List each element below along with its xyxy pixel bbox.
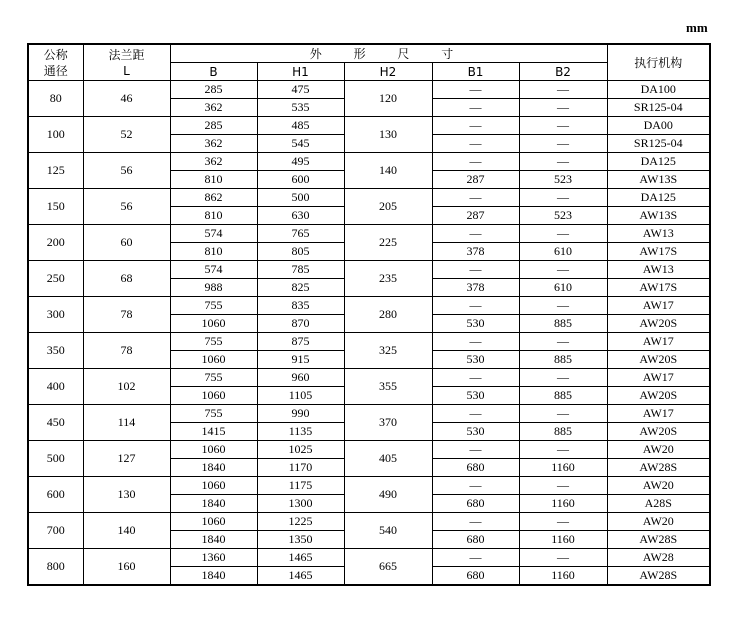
h1-cell: 835 — [257, 297, 344, 315]
h1-cell: 915 — [257, 351, 344, 369]
b2-cell: 885 — [519, 351, 607, 369]
h1-cell: 990 — [257, 405, 344, 423]
nominal-diameter-cell: 125 — [28, 153, 83, 189]
actuator-cell: AW20 — [607, 441, 710, 459]
table-row — [28, 333, 710, 351]
actuator-cell: AW20S — [607, 315, 710, 333]
h2-cell: 225 — [344, 225, 432, 261]
h1-cell: 1350 — [257, 531, 344, 549]
b2-cell: 1160 — [519, 531, 607, 549]
b-cell: 1060 — [170, 351, 257, 369]
header-flange-distance-line2: L — [123, 63, 130, 78]
header-b1: B1 — [432, 63, 519, 81]
flange-distance-cell: 130 — [83, 477, 170, 513]
b2-cell: — — [519, 369, 607, 387]
b2-cell: — — [519, 441, 607, 459]
table-row — [28, 189, 710, 207]
b-cell: 362 — [170, 153, 257, 171]
h1-cell: 1170 — [257, 459, 344, 477]
b1-cell: — — [432, 405, 519, 423]
h1-cell: 1175 — [257, 477, 344, 495]
h2-cell: 355 — [344, 369, 432, 405]
b1-cell: — — [432, 333, 519, 351]
h1-cell: 1105 — [257, 387, 344, 405]
header-row-1 — [28, 44, 710, 63]
flange-distance-cell: 114 — [83, 405, 170, 441]
b1-cell: — — [432, 297, 519, 315]
b2-cell: — — [519, 405, 607, 423]
actuator-cell: AW20S — [607, 423, 710, 441]
b1-cell: — — [432, 549, 519, 567]
b2-cell: 885 — [519, 315, 607, 333]
b-cell: 362 — [170, 99, 257, 117]
b-cell: 755 — [170, 333, 257, 351]
h1-cell: 500 — [257, 189, 344, 207]
nominal-diameter-cell: 450 — [28, 405, 83, 441]
h1-cell: 600 — [257, 171, 344, 189]
actuator-cell: SR125-04 — [607, 99, 710, 117]
h2-cell: 540 — [344, 513, 432, 549]
b-cell: 862 — [170, 189, 257, 207]
b2-cell: 1160 — [519, 567, 607, 586]
b2-cell: — — [519, 153, 607, 171]
h1-cell: 765 — [257, 225, 344, 243]
actuator-cell: AW28 — [607, 549, 710, 567]
b2-cell: 1160 — [519, 495, 607, 513]
h1-cell: 1135 — [257, 423, 344, 441]
b1-cell: — — [432, 477, 519, 495]
actuator-cell: AW17S — [607, 243, 710, 261]
b2-cell: — — [519, 513, 607, 531]
b-cell: 810 — [170, 243, 257, 261]
b-cell: 574 — [170, 225, 257, 243]
h2-cell: 130 — [344, 117, 432, 153]
h1-cell: 870 — [257, 315, 344, 333]
h1-cell: 475 — [257, 81, 344, 99]
flange-distance-cell: 78 — [83, 333, 170, 369]
b1-cell: 680 — [432, 567, 519, 586]
actuator-cell: AW13S — [607, 207, 710, 225]
h1-cell: 1025 — [257, 441, 344, 459]
b-cell: 810 — [170, 207, 257, 225]
b2-cell: — — [519, 333, 607, 351]
h2-cell: 205 — [344, 189, 432, 225]
header-h2: H2 — [344, 63, 432, 81]
b1-cell: 530 — [432, 315, 519, 333]
actuator-cell: DA125 — [607, 189, 710, 207]
b-cell: 285 — [170, 81, 257, 99]
b2-cell: — — [519, 225, 607, 243]
b1-cell: 530 — [432, 423, 519, 441]
b2-cell: — — [519, 549, 607, 567]
h1-cell: 485 — [257, 117, 344, 135]
nominal-diameter-cell: 700 — [28, 513, 83, 549]
b1-cell: 287 — [432, 207, 519, 225]
table-row — [28, 117, 710, 135]
b2-cell: 1160 — [519, 459, 607, 477]
b2-cell: 523 — [519, 171, 607, 189]
flange-distance-cell: 140 — [83, 513, 170, 549]
b2-cell: 885 — [519, 387, 607, 405]
nominal-diameter-cell: 100 — [28, 117, 83, 153]
nominal-diameter-cell: 400 — [28, 369, 83, 405]
h1-cell: 785 — [257, 261, 344, 279]
b2-cell: — — [519, 189, 607, 207]
b1-cell: — — [432, 153, 519, 171]
h1-cell: 535 — [257, 99, 344, 117]
actuator-cell: AW20 — [607, 513, 710, 531]
h1-cell: 1465 — [257, 567, 344, 586]
b-cell: 1840 — [170, 531, 257, 549]
h2-cell: 280 — [344, 297, 432, 333]
b1-cell: 680 — [432, 459, 519, 477]
h1-cell: 960 — [257, 369, 344, 387]
unit-label: mm — [686, 20, 708, 35]
actuator-cell: DA100 — [607, 81, 710, 99]
b-cell: 1840 — [170, 495, 257, 513]
flange-distance-cell: 46 — [83, 81, 170, 117]
flange-distance-cell: 52 — [83, 117, 170, 153]
h2-cell: 405 — [344, 441, 432, 477]
nominal-diameter-cell: 200 — [28, 225, 83, 261]
h1-cell: 1225 — [257, 513, 344, 531]
header-nominal-diameter-line1: 公称 — [43, 47, 68, 62]
header-outline-dimensions: 外 形 尺 寸 — [170, 44, 607, 63]
b-cell: 1840 — [170, 567, 257, 586]
flange-distance-cell: 56 — [83, 189, 170, 225]
header-h1: H1 — [257, 63, 344, 81]
h1-cell: 545 — [257, 135, 344, 153]
actuator-cell: A28S — [607, 495, 710, 513]
b-cell: 1360 — [170, 549, 257, 567]
header-flange-distance-line1: 法兰距 — [108, 47, 145, 62]
header-actuator: 执行机构 — [607, 44, 710, 81]
b-cell: 362 — [170, 135, 257, 153]
b2-cell: — — [519, 117, 607, 135]
table-row — [28, 225, 710, 243]
flange-distance-cell: 60 — [83, 225, 170, 261]
h1-cell: 825 — [257, 279, 344, 297]
actuator-cell: AW28S — [607, 531, 710, 549]
b-cell: 1060 — [170, 441, 257, 459]
b1-cell: — — [432, 441, 519, 459]
nominal-diameter-cell: 150 — [28, 189, 83, 225]
actuator-cell: AW20 — [607, 477, 710, 495]
nominal-diameter-cell: 250 — [28, 261, 83, 297]
table-row — [28, 81, 710, 99]
b1-cell: 378 — [432, 279, 519, 297]
table-row — [28, 405, 710, 423]
actuator-cell: DA00 — [607, 117, 710, 135]
b-cell: 574 — [170, 261, 257, 279]
nominal-diameter-cell: 350 — [28, 333, 83, 369]
b1-cell: 530 — [432, 387, 519, 405]
b1-cell: — — [432, 135, 519, 153]
b-cell: 1060 — [170, 315, 257, 333]
actuator-cell: AW13S — [607, 171, 710, 189]
b1-cell: 680 — [432, 531, 519, 549]
actuator-cell: AW17 — [607, 369, 710, 387]
h2-cell: 235 — [344, 261, 432, 297]
actuator-cell: AW28S — [607, 459, 710, 477]
b1-cell: — — [432, 117, 519, 135]
actuator-cell: AW20S — [607, 351, 710, 369]
actuator-cell: DA125 — [607, 153, 710, 171]
actuator-cell: AW28S — [607, 567, 710, 586]
b-cell: 810 — [170, 171, 257, 189]
table-row — [28, 153, 710, 171]
b1-cell: — — [432, 225, 519, 243]
nominal-diameter-cell: 80 — [28, 81, 83, 117]
actuator-cell: AW17 — [607, 333, 710, 351]
table-row — [28, 261, 710, 279]
table-body — [28, 81, 710, 586]
b2-cell: — — [519, 477, 607, 495]
b-cell: 1840 — [170, 459, 257, 477]
h2-cell: 370 — [344, 405, 432, 441]
header-b2: B2 — [519, 63, 607, 81]
b2-cell: — — [519, 135, 607, 153]
h1-cell: 805 — [257, 243, 344, 261]
b1-cell: 530 — [432, 351, 519, 369]
b-cell: 285 — [170, 117, 257, 135]
header-nominal-diameter-line2: 通径 — [43, 63, 68, 78]
flange-distance-cell: 78 — [83, 297, 170, 333]
h1-cell: 875 — [257, 333, 344, 351]
table-row — [28, 513, 710, 531]
b-cell: 1060 — [170, 387, 257, 405]
b1-cell: — — [432, 513, 519, 531]
h2-cell: 490 — [344, 477, 432, 513]
h2-cell: 140 — [344, 153, 432, 189]
b-cell: 1060 — [170, 477, 257, 495]
h1-cell: 1300 — [257, 495, 344, 513]
b-cell: 1060 — [170, 513, 257, 531]
actuator-cell: AW20S — [607, 387, 710, 405]
b2-cell: — — [519, 261, 607, 279]
b-cell: 755 — [170, 369, 257, 387]
flange-distance-cell: 127 — [83, 441, 170, 477]
h2-cell: 325 — [344, 333, 432, 369]
header-nominal-diameter — [28, 44, 83, 81]
b1-cell: — — [432, 261, 519, 279]
actuator-cell: AW17S — [607, 279, 710, 297]
b1-cell: — — [432, 189, 519, 207]
table-row — [28, 441, 710, 459]
h2-cell: 120 — [344, 81, 432, 117]
b1-cell: 680 — [432, 495, 519, 513]
header-b: B — [170, 63, 257, 81]
b2-cell: — — [519, 297, 607, 315]
nominal-diameter-cell: 300 — [28, 297, 83, 333]
b-cell: 755 — [170, 297, 257, 315]
actuator-cell: SR125-04 — [607, 135, 710, 153]
actuator-cell: AW17 — [607, 405, 710, 423]
header-flange-distance — [83, 44, 170, 81]
flange-distance-cell: 68 — [83, 261, 170, 297]
b2-cell: — — [519, 81, 607, 99]
table-row — [28, 549, 710, 567]
b1-cell: — — [432, 81, 519, 99]
actuator-cell: AW17 — [607, 297, 710, 315]
nominal-diameter-cell: 800 — [28, 549, 83, 586]
table-row — [28, 369, 710, 387]
actuator-cell: AW13 — [607, 225, 710, 243]
h1-cell: 630 — [257, 207, 344, 225]
dimension-table — [27, 43, 711, 586]
b-cell: 755 — [170, 405, 257, 423]
b2-cell: — — [519, 99, 607, 117]
actuator-cell: AW13 — [607, 261, 710, 279]
nominal-diameter-cell: 500 — [28, 441, 83, 477]
b-cell: 1415 — [170, 423, 257, 441]
b2-cell: 610 — [519, 279, 607, 297]
b-cell: 988 — [170, 279, 257, 297]
nominal-diameter-cell: 600 — [28, 477, 83, 513]
table-row — [28, 477, 710, 495]
flange-distance-cell: 160 — [83, 549, 170, 586]
b2-cell: 885 — [519, 423, 607, 441]
h2-cell: 665 — [344, 549, 432, 586]
b1-cell: 287 — [432, 171, 519, 189]
table-row — [28, 297, 710, 315]
h1-cell: 495 — [257, 153, 344, 171]
b1-cell: 378 — [432, 243, 519, 261]
flange-distance-cell: 102 — [83, 369, 170, 405]
b1-cell: — — [432, 369, 519, 387]
flange-distance-cell: 56 — [83, 153, 170, 189]
b1-cell: — — [432, 99, 519, 117]
h1-cell: 1465 — [257, 549, 344, 567]
b2-cell: 610 — [519, 243, 607, 261]
b2-cell: 523 — [519, 207, 607, 225]
